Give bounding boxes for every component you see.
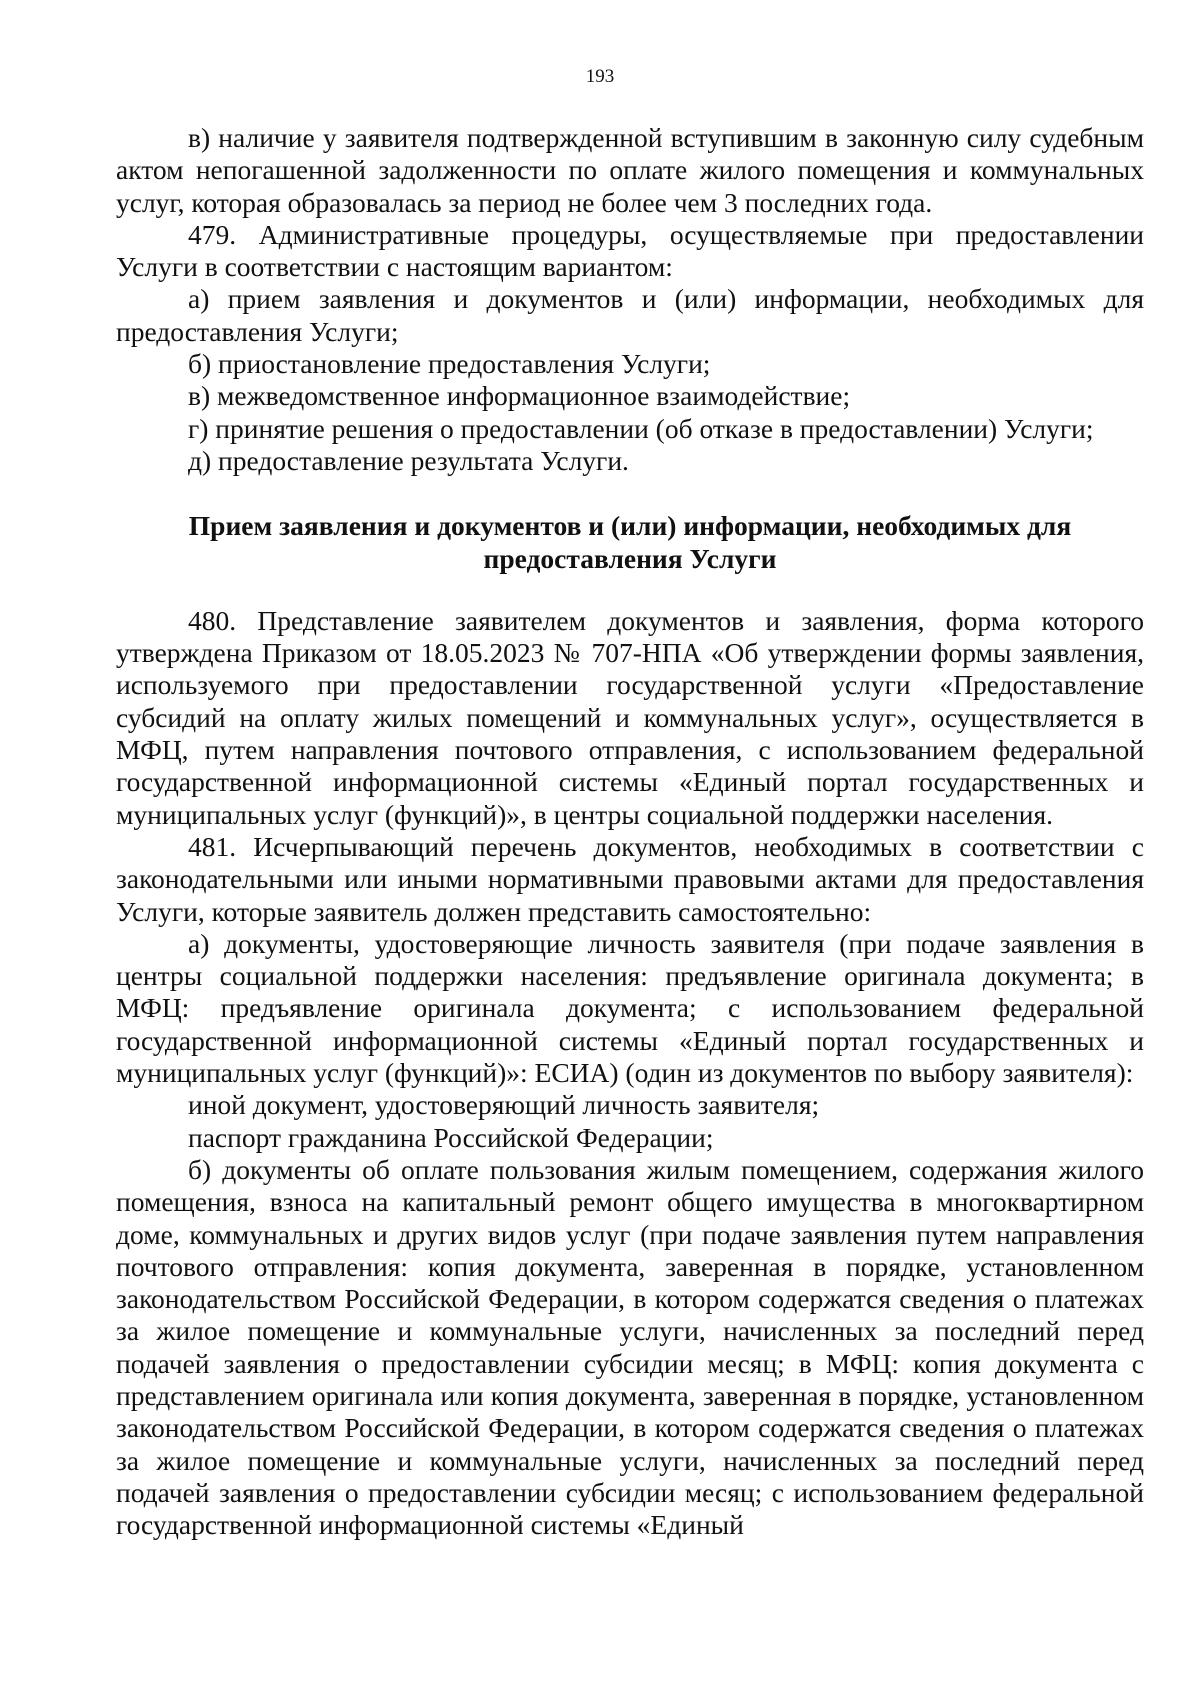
paragraph-item-v: в) межведомственное информационное взаимодействие; <box>188 380 851 412</box>
page-number: 193 <box>585 66 615 87</box>
paragraph-481: 481. Исчерпывающий перечень документов, необходимых в соответствии с законодательными или иными нормативными правовыми актами для предоставления Услуги, которые заявитель должен представить самостоятельно: <box>116 830 1144 927</box>
paragraph-item-g: г) принятие решения о предоставлении (об отказе в предоставлении) Услуги; <box>188 412 1094 444</box>
paragraph-item-d: д) предоставление результата Услуги. <box>188 444 629 476</box>
paragraph-passport: паспорт гражданина Российской Федерации; <box>188 1121 714 1153</box>
paragraphs-before-heading <box>116 122 1144 477</box>
paragraph-481-item-b: б) документы об оплате пользования жилым помещением, содержания жилого помещения, взноса на капитальный ремонт общего имущества в многоквартирном доме, коммунальных и других видов услуг (при подаче заявления путем направления почтового отправления: копия документа, заверенная в порядке, установленном законодательством Российской Федерации, в котором содержатся сведения о платежах за жилое помещение и коммунальные услуги, начисленных за последний перед подачей заявления о предоставлении субсидии месяц; в МФЦ: копия документа с представлением оригинала или копия документа, заверенная в порядке, установленном законодательством Российской Федерации, в котором содержатся сведения о платежах за жилое помещение и коммунальные услуги, начисленных за последний перед подачей заявления о предоставлении субсидии месяц; с использованием федеральной государственной информационной системы «Единый <box>116 1153 1144 1541</box>
paragraph-item-b: б) приостановление предоставления Услуги; <box>188 348 711 380</box>
section-heading-line-1: Прием заявления и документов и (или) информации, необходимых для <box>188 510 1072 542</box>
paragraph-481-item-a: а) документы, удостоверяющие личность заявителя (при подаче заявления в центры социальной поддержки населения: предъявление оригинала документа; в МФЦ: предъявление оригинала документа; с использованием федеральной государственной информационной системы «Единый портал государственных и муниципальных услуг (функций)»: ЕСИА) (один из документов по выбору заявителя): <box>116 927 1144 1089</box>
document-body <box>116 122 1144 1541</box>
paragraph-item-a: а) прием заявления и документов и (или) информации, необходимых для предоставления Услуги; <box>116 283 1144 347</box>
paragraph-480: 480. Представление заявителем документов и заявления, форма которого утверждена Приказом от 18.05.2023 № 707-НПА «Об утверждении формы заявления, используемого при предоставлении государственной услуги «Предоставление субсидий на оплату жилых помещений и коммунальных услуг», осуществляется в МФЦ, путем направления почтового отправления, с использованием федеральной государственной информационной системы «Единый портал государственных и муниципальных услуг (функций)», в центры социальной поддержки населения. <box>116 604 1144 830</box>
section-heading-line-2: предоставления Услуги <box>483 542 777 574</box>
paragraph-479: 479. Административные процедуры, осуществляемые при предоставлении Услуги в соответствии с настоящим вариантом: <box>116 218 1144 283</box>
paragraphs-after-heading <box>116 605 1144 1542</box>
paragraph-other-id-document: иной документ, удостоверяющий личность заявителя; <box>188 1089 820 1121</box>
paragraph-subitem-v: в) наличие у заявителя подтвержденной вступившим в законную силу судебным актом непогашенной задолженности по оплате жилого помещения и коммунальных услуг, которая образовалась за период не более чем 3 последних года. <box>116 122 1144 218</box>
section-heading <box>116 510 1144 575</box>
